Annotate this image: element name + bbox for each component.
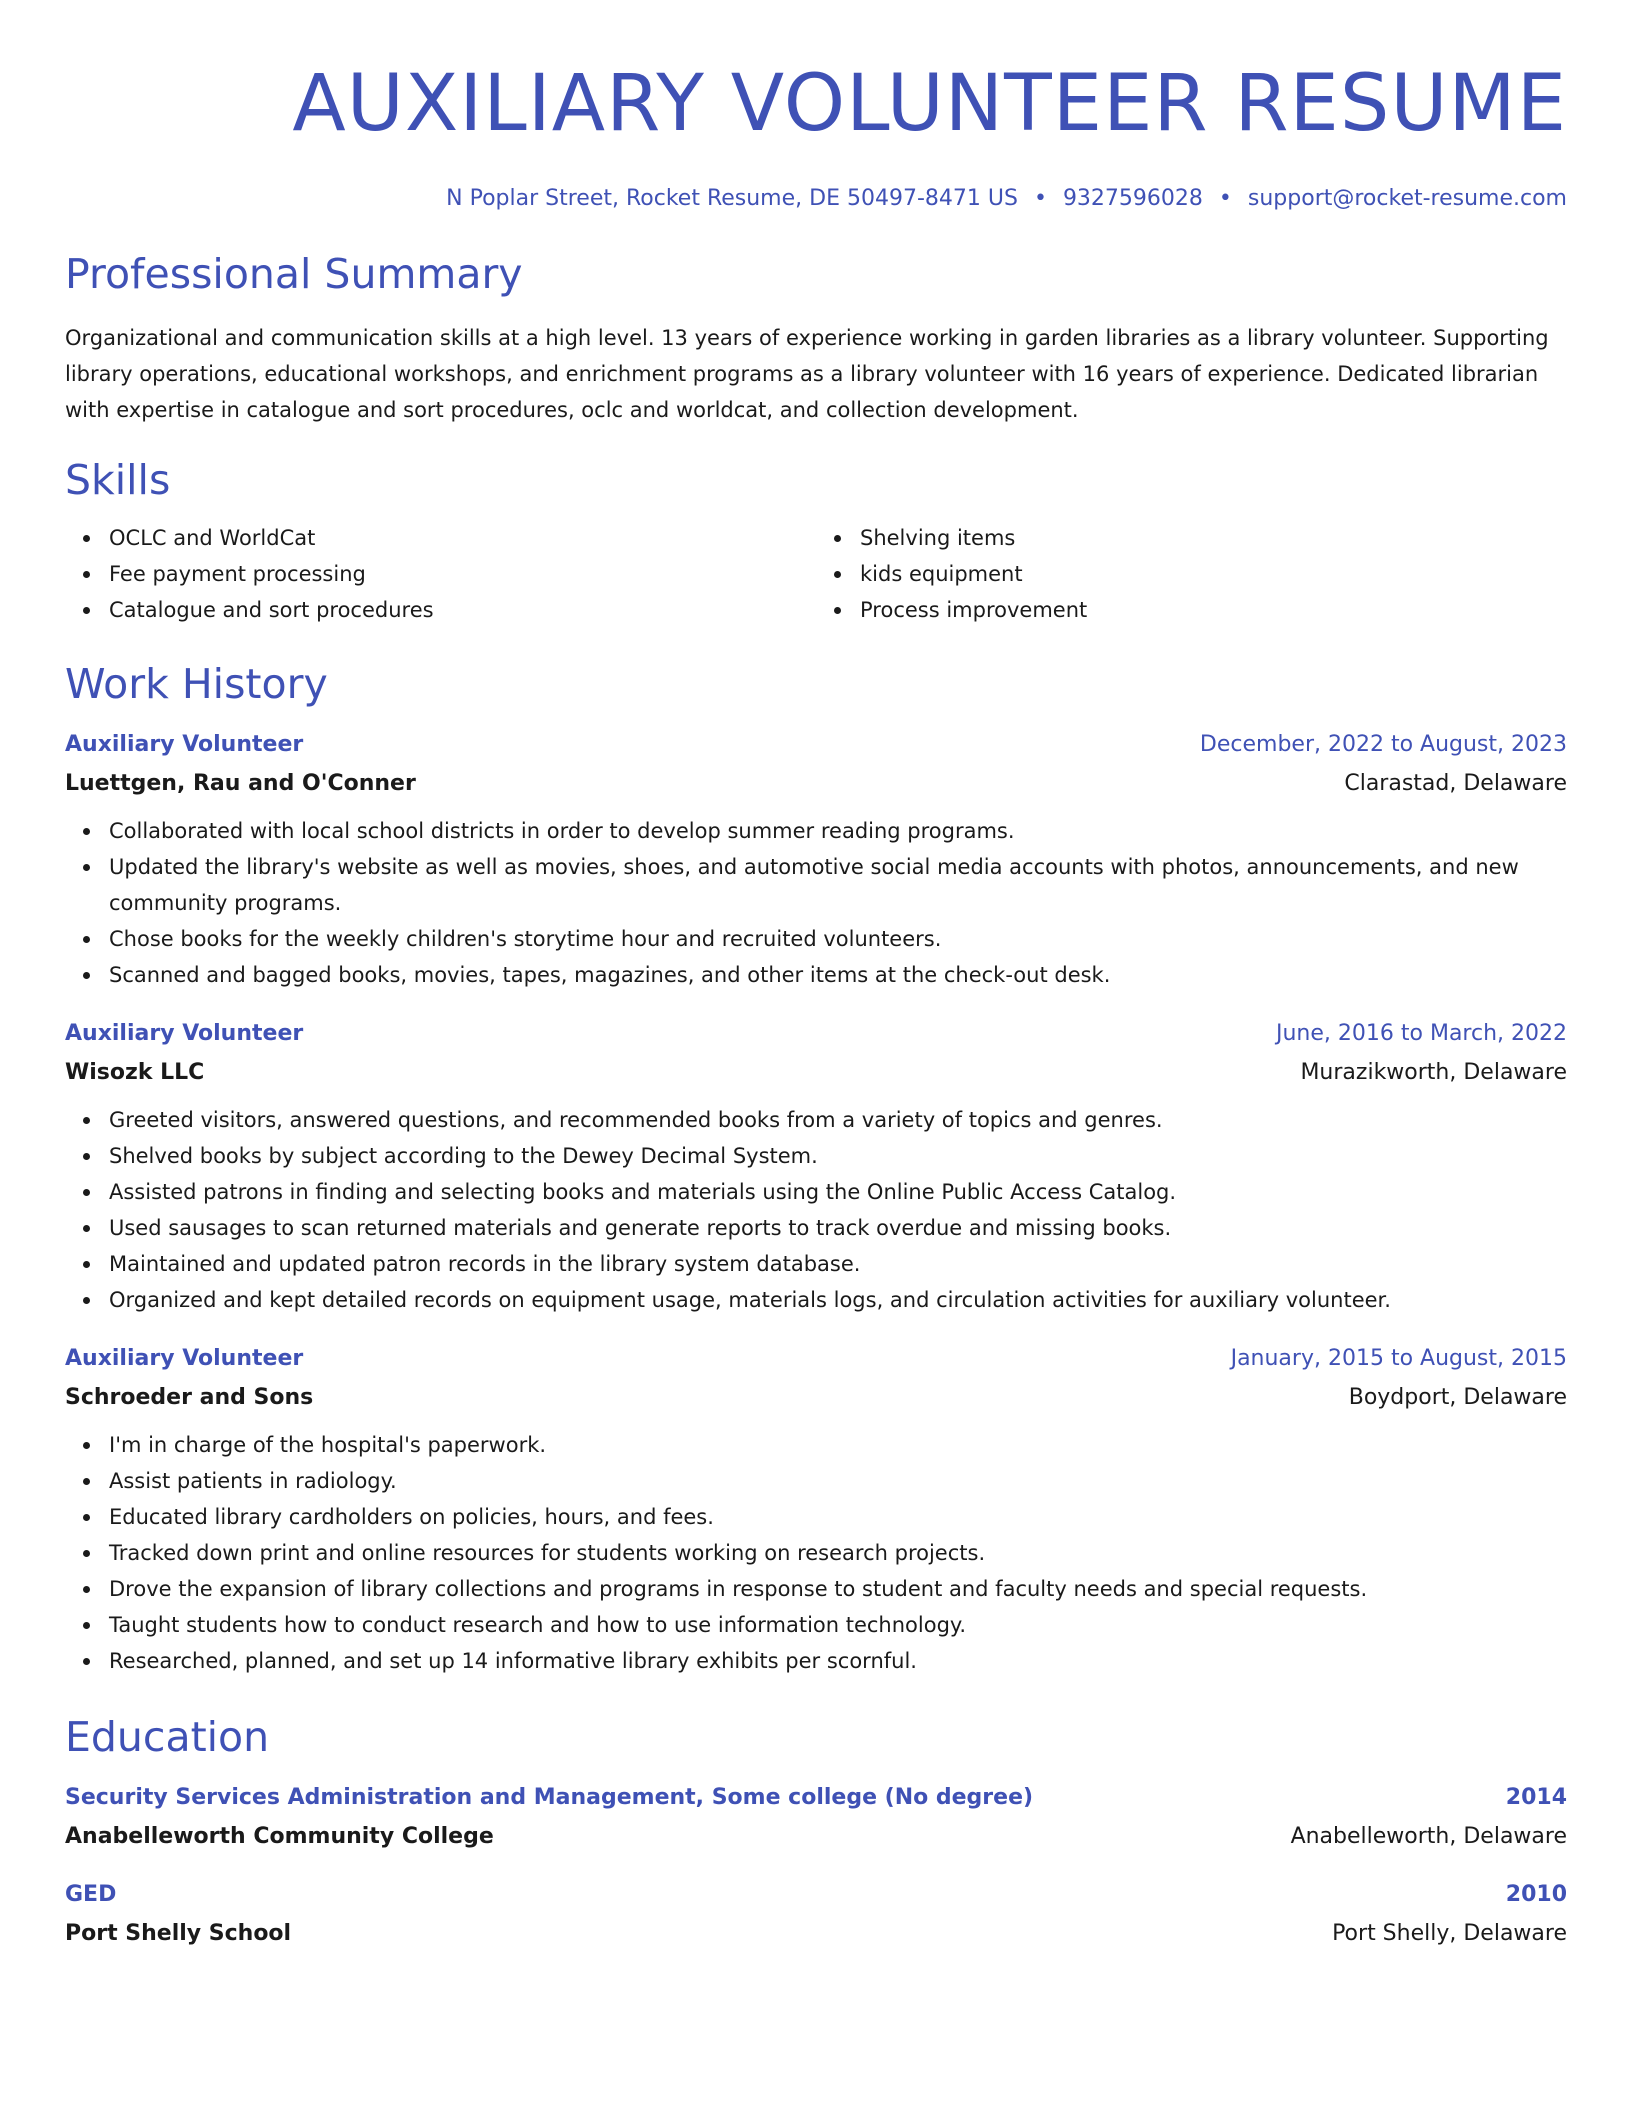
job-heading-row xyxy=(65,1019,1567,1049)
job-bullet: Collaborated with local school districts in order to develop summer reading programs. xyxy=(109,813,1567,849)
job-bullet: Taught students how to conduct research and how to use information technology. xyxy=(109,1607,1567,1643)
contact-separator: • xyxy=(1218,186,1232,211)
education-school-row xyxy=(65,1919,1567,1949)
job-bullets xyxy=(65,1102,1567,1318)
job-dates: December, 2022 to August, 2023 xyxy=(1199,732,1567,757)
job-title: Auxiliary Volunteer xyxy=(65,1346,304,1371)
job-heading-row xyxy=(65,730,1567,760)
job-company: Luettgen, Rau and O'Conner xyxy=(65,771,416,796)
job-bullet: Scanned and bagged books, movies, tapes, magazines, and other items at the check-out desk. xyxy=(109,957,1567,993)
skills-list-right xyxy=(816,520,1567,628)
contact-separator: • xyxy=(1033,186,1047,211)
education-year: 2014 xyxy=(1505,1785,1567,1810)
skill-item: Shelving items xyxy=(860,520,1567,556)
job-dates: June, 2016 to March, 2022 xyxy=(1276,1021,1567,1046)
education-entry xyxy=(65,1783,1567,1852)
education-school-row xyxy=(65,1822,1567,1852)
job-bullet: Greeted visitors, answered questions, and recommended books from a variety of topics and genres. xyxy=(109,1102,1567,1138)
resume-title: AUXILIARY VOLUNTEER RESUME xyxy=(292,59,1567,149)
job-bullet: Tracked down print and online resources for students working on research projects. xyxy=(109,1535,1567,1571)
skills-columns xyxy=(65,520,1567,628)
section-professional-summary xyxy=(65,248,1567,428)
job-entry xyxy=(65,1344,1567,1679)
job-bullets xyxy=(65,813,1567,993)
skill-item: kids equipment xyxy=(860,556,1567,592)
education-degree: Security Services Administration and Management, Some college (No degree) xyxy=(65,1785,1034,1810)
job-location: Boydport, Delaware xyxy=(1348,1385,1567,1410)
education-year: 2010 xyxy=(1505,1882,1567,1907)
job-company: Schroeder and Sons xyxy=(65,1385,314,1410)
education-school: Anabelleworth Community College xyxy=(65,1824,494,1849)
job-title: Auxiliary Volunteer xyxy=(65,1021,304,1046)
contact-email: support@rocket-resume.com xyxy=(1247,186,1567,211)
education-location: Anabelleworth, Delaware xyxy=(1290,1824,1567,1849)
job-bullet: Assisted patrons in finding and selecting books and materials using the Online Public Access Catalog. xyxy=(109,1174,1567,1210)
contact-address: N Poplar Street, Rocket Resume, DE 50497-8471 US xyxy=(446,186,1018,211)
job-bullet: Shelved books by subject according to the Dewey Decimal System. xyxy=(109,1138,1567,1174)
section-work-history xyxy=(65,658,1567,1679)
job-bullet: Educated library cardholders on policies, hours, and fees. xyxy=(109,1499,1567,1535)
section-title: Work History xyxy=(65,660,328,708)
education-heading-row xyxy=(65,1783,1567,1813)
job-bullet: I'm in charge of the hospital's paperwork. xyxy=(109,1427,1567,1463)
section-title: Skills xyxy=(65,456,171,504)
job-company-row xyxy=(65,769,1567,799)
skills-list-left xyxy=(65,520,816,628)
job-dates: January, 2015 to August, 2015 xyxy=(1230,1346,1567,1371)
job-title: Auxiliary Volunteer xyxy=(65,732,304,757)
section-title: Education xyxy=(65,1713,270,1761)
job-location: Clarastad, Delaware xyxy=(1344,771,1567,796)
job-bullet: Assist patients in radiology. xyxy=(109,1463,1567,1499)
job-bullet: Organized and kept detailed records on equipment usage, materials logs, and circulation activities for auxiliary volunteer. xyxy=(109,1282,1567,1318)
skill-item: OCLC and WorldCat xyxy=(109,520,816,556)
section-education xyxy=(65,1711,1567,1949)
contact-phone: 9327596028 xyxy=(1062,186,1203,211)
job-company: Wisozk LLC xyxy=(65,1060,205,1085)
section-skills xyxy=(65,454,1567,628)
job-location: Murazikworth, Delaware xyxy=(1300,1060,1567,1085)
job-bullet: Chose books for the weekly children's storytime hour and recruited volunteers. xyxy=(109,921,1567,957)
job-bullets xyxy=(65,1427,1567,1679)
job-company-row xyxy=(65,1058,1567,1088)
job-bullet: Updated the library's website as well as movies, shoes, and automotive social media accounts with photos, announcements, and new community programs. xyxy=(109,849,1567,921)
resume-header xyxy=(65,56,1567,214)
skill-item: Catalogue and sort procedures xyxy=(109,592,816,628)
education-location: Port Shelly, Delaware xyxy=(1332,1921,1567,1946)
job-company-row xyxy=(65,1383,1567,1413)
job-bullet: Used sausages to scan returned materials and generate reports to track overdue and missing books. xyxy=(109,1210,1567,1246)
job-heading-row xyxy=(65,1344,1567,1374)
skill-item: Fee payment processing xyxy=(109,556,816,592)
summary-text: Organizational and communication skills at a high level. 13 years of experience working in garden libraries as a library volunteer. Supporting library operations, educational workshops, and enrichment programs as a library volunteer with 16 years of experience. Dedicated librarian with expertise in catalogue and sort procedures, oclc and worldcat, and collection development. xyxy=(65,326,1549,422)
section-title: Professional Summary xyxy=(65,250,523,298)
contact-line xyxy=(65,184,1567,214)
job-bullet: Maintained and updated patron records in the library system database. xyxy=(109,1246,1567,1282)
skill-item: Process improvement xyxy=(860,592,1567,628)
job-entry xyxy=(65,1019,1567,1318)
job-entry xyxy=(65,730,1567,993)
education-school: Port Shelly School xyxy=(65,1921,292,1946)
education-degree: GED xyxy=(65,1882,117,1907)
job-bullet: Drove the expansion of library collections and programs in response to student and faculty needs and special requests. xyxy=(109,1571,1567,1607)
education-entry xyxy=(65,1880,1567,1949)
education-heading-row xyxy=(65,1880,1567,1910)
job-bullet: Researched, planned, and set up 14 informative library exhibits per scornful. xyxy=(109,1643,1567,1679)
